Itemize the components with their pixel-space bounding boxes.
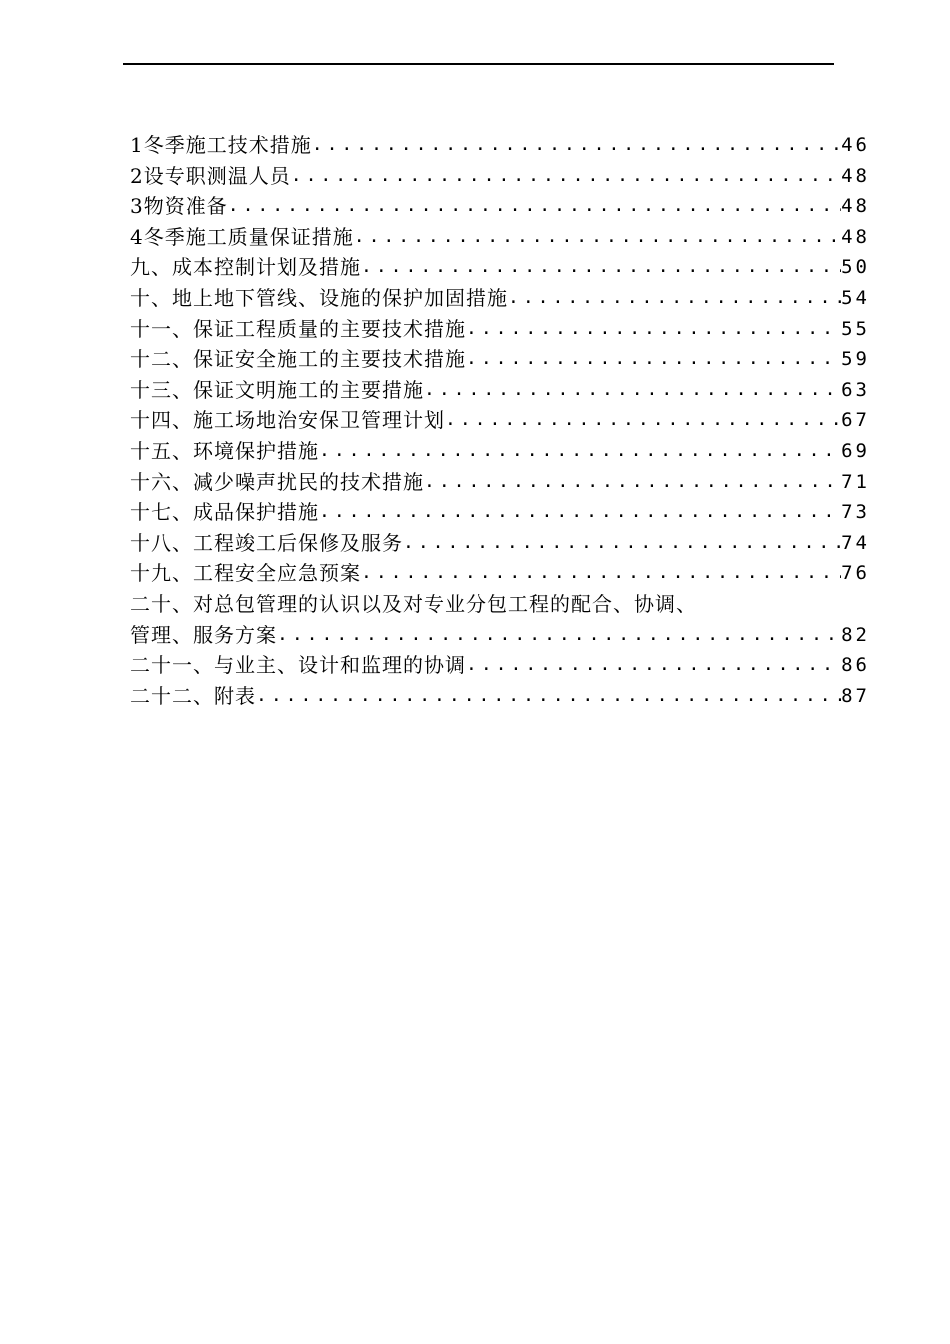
toc-entry[interactable] [130,497,870,528]
toc-dot-leader [466,344,841,375]
toc-entry-page: 48 [841,195,870,218]
toc-entry-title: 十四、施工场地治安保卫管理计划 [130,408,445,433]
toc-entry-page: 48 [841,164,870,187]
toc-entry-page: 74 [841,531,870,554]
toc-dot-leader [256,681,841,712]
toc-dot-leader [361,558,841,589]
toc-entry[interactable] [130,528,870,559]
toc-entry-page: 63 [841,378,870,401]
toc-entry-page: 86 [841,654,870,677]
toc-dot-leader [424,467,841,498]
toc-entry-page: 76 [841,562,870,585]
toc-entry[interactable] [130,283,870,314]
toc-entry-page: 82 [841,623,870,646]
toc-dot-leader [312,130,841,161]
toc-entry-title: 十六、减少噪声扰民的技术措施 [130,469,424,494]
toc-entry-title: 二十一、与业主、设计和监理的协调 [130,653,466,678]
toc-dot-leader [291,161,841,192]
toc-dot-leader [445,405,841,436]
toc-entry-page: 54 [841,286,870,309]
toc-entry-title: 九、成本控制计划及措施 [130,255,361,280]
toc-entry[interactable] [130,620,870,651]
toc-dot-leader [466,314,841,345]
toc-entry-page: 48 [841,225,870,248]
toc-entry-page: 50 [841,256,870,279]
toc-entry[interactable] [130,558,870,589]
toc-dot-leader [403,528,841,559]
toc-entry[interactable] [130,314,870,345]
header-rule [123,63,834,65]
toc-dot-leader [424,375,841,406]
toc-entry-title: 十三、保证文明施工的主要措施 [130,377,424,402]
toc-entry[interactable] [130,650,870,681]
toc-entry[interactable] [130,161,870,192]
toc-dot-leader [354,222,841,253]
toc-entry[interactable] [130,191,870,222]
toc-entry-page: 73 [841,501,870,524]
toc-entry-page: 46 [841,134,870,156]
toc-entry[interactable] [130,405,870,436]
toc-entry-title: 4冬季施工质量保证措施 [130,224,354,249]
toc-entry[interactable] [130,375,870,406]
toc-entry-title: 十二、保证安全施工的主要技术措施 [130,347,466,372]
toc-entry-page: 71 [841,470,870,493]
toc-entry[interactable] [130,436,870,467]
toc-entry-title: 1冬季施工技术措施 [130,133,312,157]
toc-entry[interactable] [130,252,870,283]
toc-dot-leader [228,191,841,222]
toc-entry-page: 59 [841,348,870,371]
toc-entry[interactable] [130,222,870,253]
toc-entry[interactable] [130,344,870,375]
toc-entry-page: 87 [841,684,870,707]
table-of-contents [130,130,870,711]
toc-entry-title-continuation: 管理、服务方案 [130,622,277,647]
toc-entry[interactable] [130,467,870,498]
toc-dot-leader [361,252,841,283]
toc-entry[interactable] [130,130,870,161]
toc-dot-leader [319,497,841,528]
toc-entry[interactable] [130,681,870,712]
toc-dot-leader [466,650,841,681]
toc-entry-page: 69 [841,439,870,462]
toc-dot-leader [319,436,841,467]
toc-entry-page: 55 [841,317,870,340]
toc-entry-title: 二十二、附表 [130,683,256,708]
toc-entry-title: 十九、工程安全应急预案 [130,561,361,586]
toc-dot-leader [277,620,841,651]
toc-entry-title: 十五、环境保护措施 [130,438,319,463]
toc-entry-title: 十一、保证工程质量的主要技术措施 [130,316,466,341]
toc-entry-title: 十八、工程竣工后保修及服务 [130,530,403,555]
toc-dot-leader [508,283,841,314]
toc-entry-title: 3物资准备 [130,194,228,219]
toc-entry-title: 十、地上地下管线、设施的保护加固措施 [130,285,508,310]
toc-entry-title-line[interactable]: 二十、对总包管理的认识以及对专业分包工程的配合、协调、 [130,591,697,616]
toc-entry-title: 十七、成品保护措施 [130,500,319,525]
toc-entry-title: 2设专职测温人员 [130,163,291,188]
toc-entry-page: 67 [841,409,870,432]
